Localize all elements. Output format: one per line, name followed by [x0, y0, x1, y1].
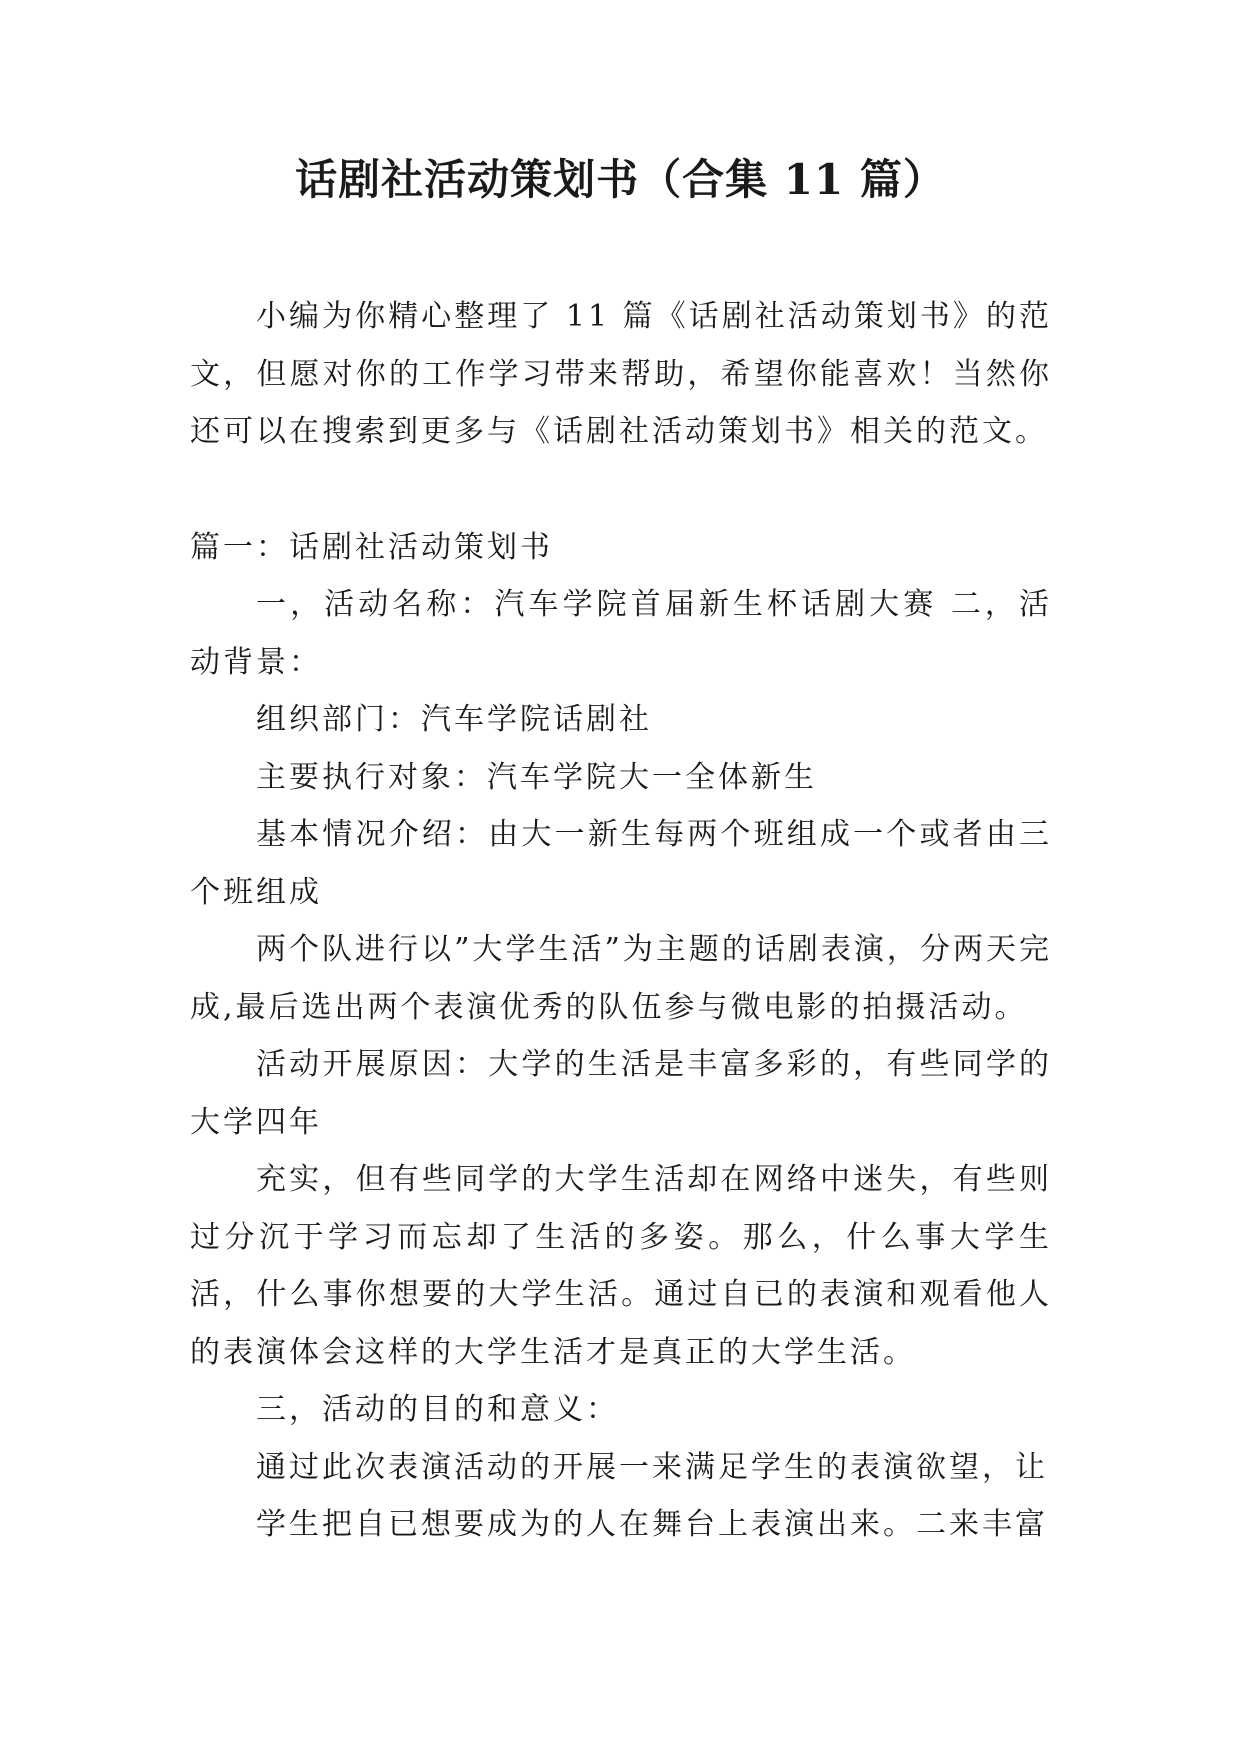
- document-title: 话剧社活动策划书（合集 11 篇）: [295, 155, 946, 204]
- paragraph-activity-name: 一，活动名称：汽车学院首届新生杯话剧大赛 二，活动背景：: [190, 587, 1052, 680]
- intro-paragraph: 小编为你精心整理了 11 篇《话剧社活动策划书》的范文，但愿对你的工作学习带来帮助，希望你能喜欢！当然你还可以在搜索到更多与《话剧社活动策划书》相关的范文。: [190, 299, 1052, 449]
- section-heading: 篇一：话剧社活动策划书: [190, 529, 553, 565]
- paragraph-purpose-heading: 三，活动的目的和意义：: [256, 1392, 619, 1427]
- paragraph-purpose-line-1: 通过此次表演活动的开展一来满足学生的表演欲望，让: [256, 1449, 1048, 1485]
- paragraph-reason-detail: 充实，但有些同学的大学生活却在网络中迷失，有些则过分沉于学习而忘却了生活的多姿。那么，什么事大学生活，什么事你想要的大学生活。通过自已的表演和观看他人的表演体会这样的大学生活才是真正的大学生活。: [190, 1162, 1052, 1370]
- paragraph-reason: 活动开展原因：大学的生活是丰富多彩的，有些同学的大学四年: [190, 1047, 1052, 1140]
- paragraph-purpose-line-2: 学生把自已想要成为的人在舞台上表演出来。二来丰富: [256, 1507, 1048, 1542]
- paragraph-gap: [190, 461, 1052, 519]
- paragraph-team-performance: 两个队进行以”大学生活”为主题的话剧表演，分两天完成,最后选出两个表演优秀的队伍参与微电影的拍摄活动。: [190, 932, 1052, 1025]
- document-body: [190, 288, 1052, 1554]
- paragraph-organizer: 组织部门：汽车学院话剧社: [256, 702, 652, 737]
- paragraph-basic-info: 基本情况介绍：由大一新生每两个班组成一个或者由三个班组成: [190, 817, 1052, 910]
- paragraph-target-audience: 主要执行对象：汽车学院大一全体新生: [256, 759, 817, 795]
